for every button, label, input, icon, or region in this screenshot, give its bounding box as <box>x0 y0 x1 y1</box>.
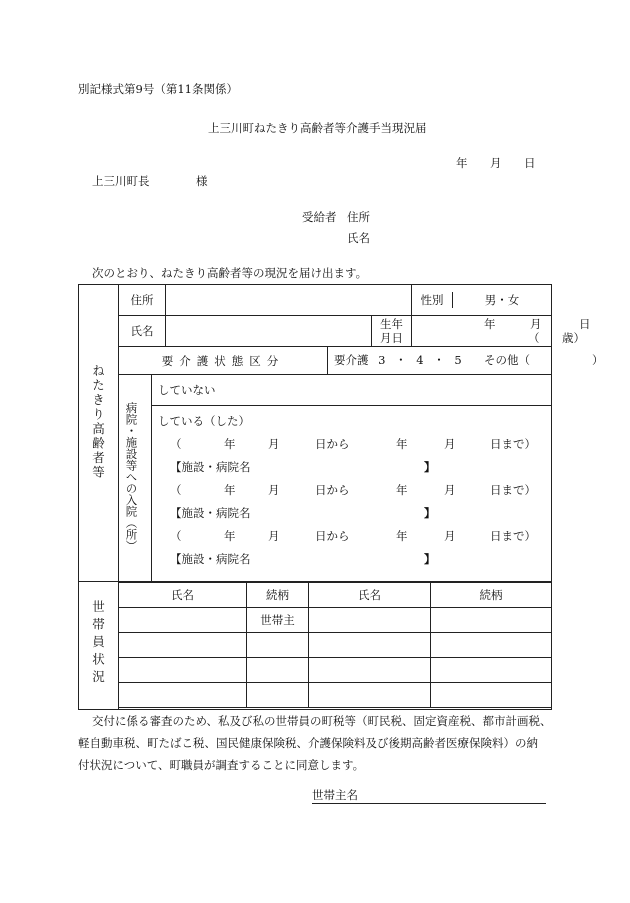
period-1-from-day: 日から <box>315 437 350 451</box>
household-name-field[interactable] <box>119 683 247 708</box>
period-2-to-day: 日まで） <box>490 483 536 497</box>
age-open: （ <box>528 331 540 345</box>
elderly-side-label: ねたきり高齢者等 <box>90 364 106 480</box>
care-level-label: 要介護状態区分 <box>119 347 328 375</box>
household-relation-field[interactable] <box>431 608 552 633</box>
name-label: 氏名 <box>119 316 166 347</box>
care-other-close: ） <box>592 353 604 367</box>
period-1-to-month: 月 <box>444 437 456 451</box>
recipient-name-label: 氏名 <box>347 231 370 245</box>
household-head-relation: 世帯主 <box>247 608 309 633</box>
consent-line-3: 付状況について、町職員が調査することに同意します。 <box>78 758 365 772</box>
household-relation-field[interactable] <box>431 683 552 708</box>
household-col-relation-1: 続柄 <box>247 583 309 608</box>
period-3-from-day: 日から <box>315 529 350 543</box>
household-relation-field[interactable] <box>247 683 309 708</box>
address-field[interactable] <box>166 285 412 316</box>
not-admitted-option[interactable]: していない <box>152 375 552 406</box>
care-level-field[interactable] <box>328 347 604 375</box>
household-relation-field[interactable] <box>247 658 309 683</box>
period-3-from-year: 年 <box>224 529 236 543</box>
hospital-label: 病院・施設等への入院（所） <box>124 402 139 552</box>
birth-day-label: 日 <box>579 317 591 331</box>
household-name-field[interactable] <box>309 633 431 658</box>
signature-label: 世帯主名 <box>312 788 358 802</box>
period-1-open: （ <box>170 437 182 451</box>
household-relation-field[interactable] <box>247 633 309 658</box>
household-relation-field[interactable] <box>431 658 552 683</box>
period-1-to-day: 日まで） <box>490 437 536 451</box>
household-name-field[interactable] <box>119 608 247 633</box>
birth-label-line2: 月日 <box>380 331 403 345</box>
care-other-label: その他（ <box>484 353 530 367</box>
facility-1-label: 【施設・病院名 <box>170 460 251 474</box>
facility-3-label: 【施設・病院名 <box>170 552 251 566</box>
period-2-from-day: 日から <box>315 483 350 497</box>
household-col-name-1: 氏名 <box>119 583 247 608</box>
household-col-relation-2: 続柄 <box>431 583 552 608</box>
household-name-field[interactable] <box>309 658 431 683</box>
gender-cell <box>412 285 552 316</box>
household-name-field[interactable] <box>119 633 247 658</box>
period-1-to-year: 年 <box>396 437 408 451</box>
name-field[interactable] <box>166 316 372 347</box>
household-name-field[interactable] <box>119 658 247 683</box>
period-2-open: （ <box>170 483 182 497</box>
date-year-label: 年 <box>456 156 468 170</box>
recipient-label: 受給者 <box>302 210 337 224</box>
period-2-to-month: 月 <box>444 483 456 497</box>
date-day-label: 日 <box>524 156 536 170</box>
admission-periods <box>152 406 552 582</box>
date-month-label: 月 <box>490 156 502 170</box>
birth-label-line1: 生年 <box>380 316 403 331</box>
birth-month-label: 月 <box>530 317 542 331</box>
gender-options[interactable]: 男・女 <box>484 293 520 307</box>
addressee: 上三川町長 <box>92 174 150 188</box>
page-title: 上三川町ねたきり高齢者等介護手当現況届 <box>208 121 427 135</box>
period-3-to-year: 年 <box>396 529 408 543</box>
household-side-label: 世帯員状況 <box>90 600 106 688</box>
household-relation-field[interactable] <box>431 633 552 658</box>
period-2-from-year: 年 <box>224 483 236 497</box>
birth-year-label: 年 <box>484 317 496 331</box>
period-2-to-year: 年 <box>396 483 408 497</box>
birth-label-cell <box>372 316 412 347</box>
household-name-field[interactable] <box>309 683 431 708</box>
facility-2-label: 【施設・病院名 <box>170 506 251 520</box>
birth-date-field[interactable] <box>412 316 591 347</box>
admitted-option[interactable]: している（した） <box>158 414 250 428</box>
household-table <box>118 582 552 708</box>
period-1-from-month: 月 <box>268 437 280 451</box>
period-1-from-year: 年 <box>224 437 236 451</box>
form-number: 別記様式第9号（第11条関係） <box>78 82 238 96</box>
facility-1-close: 】 <box>424 460 436 474</box>
address-label: 住所 <box>119 285 166 316</box>
consent-line-1: 交付に係る審査のため、私及び私の世帯員の町税等（町民税、固定資産税、都市計画税、 <box>92 714 552 728</box>
addressee-suffix: 様 <box>196 174 208 188</box>
facility-3-close: 】 <box>424 552 436 566</box>
period-3-to-month: 月 <box>444 529 456 543</box>
period-3-to-day: 日まで） <box>490 529 536 543</box>
signature-line[interactable] <box>312 803 546 804</box>
intro-text: 次のとおり、ねたきり高齢者等の現況を届け出ます。 <box>92 266 368 280</box>
period-3-open: （ <box>170 529 182 543</box>
age-unit: 歳） <box>562 331 586 345</box>
gender-label: 性別 <box>412 292 453 308</box>
facility-2-close: 】 <box>424 506 436 520</box>
household-col-name-2: 氏名 <box>309 583 431 608</box>
period-2-from-month: 月 <box>268 483 280 497</box>
care-level-options[interactable]: 要介護 3 ・ 4 ・ 5 <box>334 353 462 367</box>
household-name-field[interactable] <box>309 608 431 633</box>
period-3-from-month: 月 <box>268 529 280 543</box>
recipient-address-label: 住所 <box>347 210 370 224</box>
consent-line-2: 軽自動車税、町たばこ税、国民健康保険税、介護保険料及び後期高齢者医療保険料）の納 <box>78 736 538 750</box>
